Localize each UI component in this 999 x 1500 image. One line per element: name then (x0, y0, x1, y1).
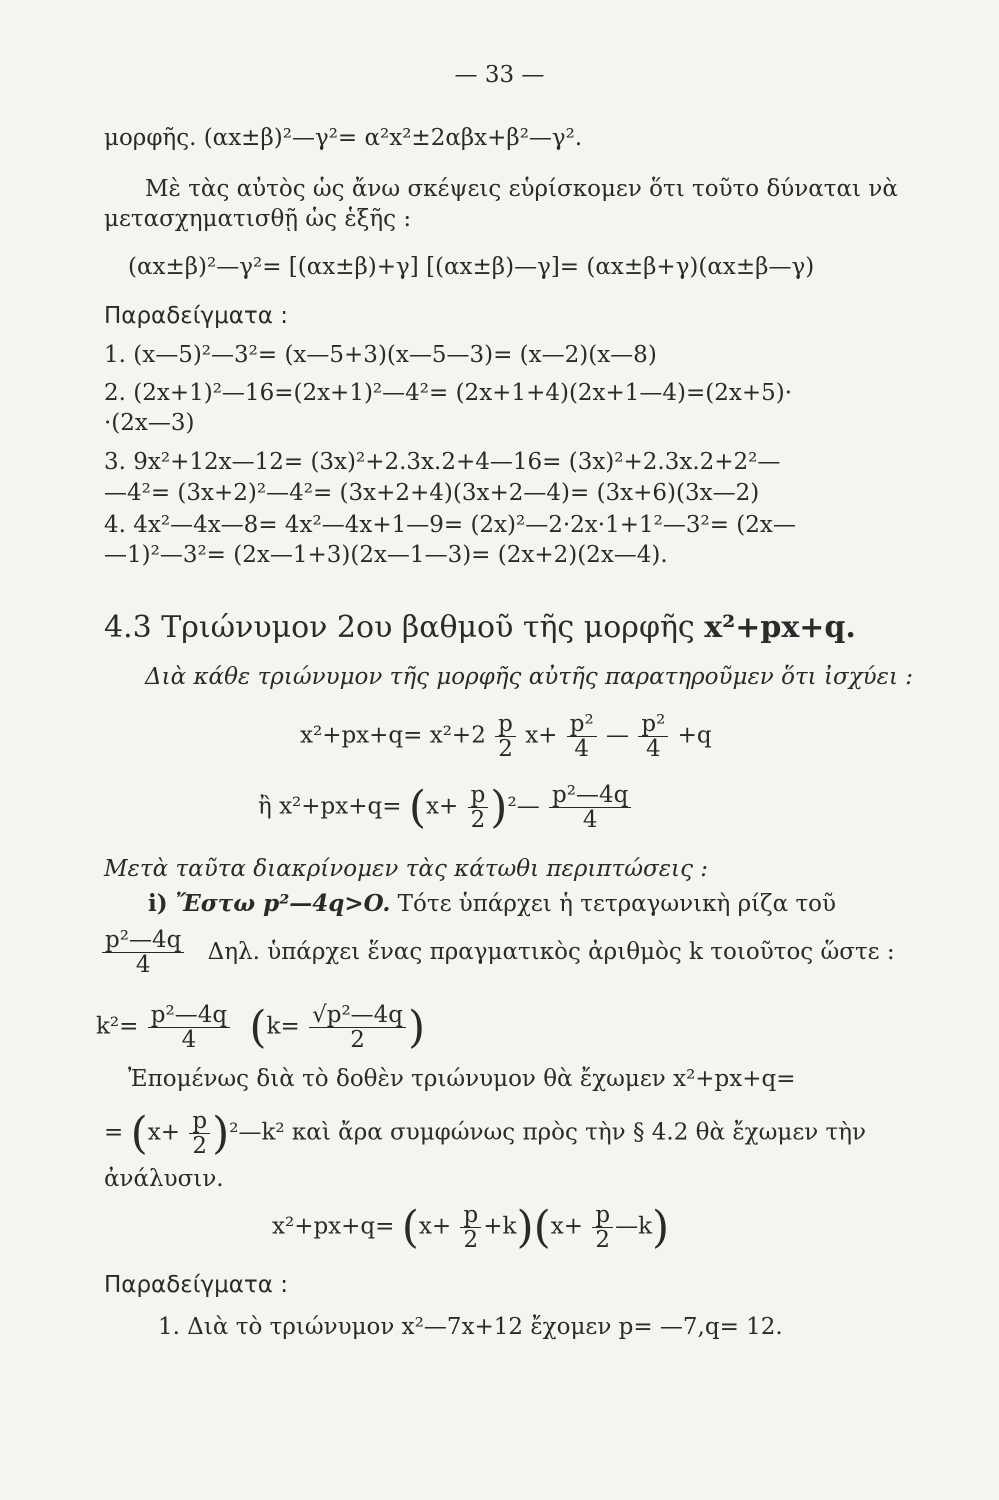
fraction: $\frac{p}{2}$ (592, 1203, 613, 1252)
example-line: 2. (2x+1)²—16=(2x+1)²—4²= (2x+1+4)(2x+1—4)=(2x+5)· (104, 380, 793, 406)
example-line: 4. 4x²—4x—8= 4x²—4x+1—9= (2x)²—2·2x·1+1²—3²= (2x— (104, 512, 796, 538)
fraction: $\frac{\text{p²}}{4}$ (638, 712, 668, 761)
formula-k: k²= $\frac{\text{p²—4q}}{4}$ (k= $\frac{\text{√p²—4q}}{2}$ ) (96, 1001, 426, 1053)
example-line: —4²= (3x+2)²—4²= (3x+2+4)(3x+2—4)= (3x+6)(3x—2) (104, 480, 760, 506)
section-heading: Παραδείγματα : (104, 1272, 288, 1298)
case-line: $\frac{\text{p²—4q}}{4}$ Δηλ. ὑπάρχει ἕνας πραγματικὸς ἀριθμὸς k τοιοῦτος ὥστε : (100, 928, 895, 977)
example-line: 1. Διὰ τὸ τριώνυμον x²—7x+12 ἔχομεν p= —7,q= 12. (158, 1314, 783, 1340)
example-line: 3. 9x²+12x—12= (3x)²+2.3x.2+4—16= (3x)²+2.3x.2+2²— (104, 449, 781, 475)
formula-1: x²+px+q= x²+2 $\frac{p}{2}$ x+ $\frac{\text{p²}}{4}$ — $\frac{\text{p²}}{4}$ +q (300, 711, 712, 763)
fraction: $\frac{p}{2}$ (460, 1203, 481, 1252)
section-title: 4.3 Τριώνυμον 2ου βαθμοῦ τῆς μορφῆς x²+px+q. (104, 610, 856, 645)
text-line: ἀνάλυσιν. (104, 1166, 224, 1192)
text-line: Μὲ τὰς αὐτὸς ὡς ἄνω σκέψεις εὑρίσκομεν ὅτι τοῦτο δύναται νὰ (145, 176, 898, 202)
formula-3: x²+px+q= (x+ $\frac{p}{2}$ +k)(x+ $\frac{p}{2}$ —k) (272, 1201, 670, 1253)
section-heading: Παραδείγματα : (104, 303, 288, 329)
fraction: $\frac{p}{2}$ (468, 783, 489, 832)
example-line: ·(2x—3) (104, 410, 195, 436)
fraction: $\frac{\text{p²—4q}}{4}$ (102, 928, 184, 977)
fraction: $\frac{\text{p²—4q}}{4}$ (549, 783, 631, 832)
text-line: μετασχηματισθῇ ὡς ἑξῆς : (104, 206, 412, 232)
fraction: $\frac{\text{√p²—4q}}{2}$ (309, 1003, 406, 1052)
text-line: Ἐπομένως διὰ τὸ δοθὲν τριώνυμον θὰ ἔχωμεν x²+px+q= (128, 1066, 796, 1092)
page-number: — 33 — (454, 62, 545, 88)
text-line: Μετὰ ταῦτα διακρίνομεν τὰς κάτωθι περιπτώσεις : (104, 856, 709, 882)
fraction: $\frac{\text{p²}}{4}$ (567, 712, 597, 761)
case-line: i) Ἔστω p²—4q>O. Τότε ὑπάρχει ἡ τετραγωνικὴ ρίζα τοῦ (148, 890, 837, 917)
formula-line: (αx±β)²—γ²= [(αx±β)+γ] [(αx±β)—γ]= (αx±β+γ)(αx±β—γ) (128, 254, 815, 280)
formula-line: = (x+ $\frac{p}{2}$ )²—k² καὶ ἄρα συμφώνως πρὸς τὴν § 4.2 θὰ ἔχωμεν τὴν (104, 1107, 867, 1159)
example-line: 1. (x—5)²—3²= (x—5+3)(x—5—3)= (x—2)(x—8) (104, 342, 657, 368)
text-line: μορφῆς. (αx±β)²—γ²= α²x²±2αβx+β²—γ². (104, 125, 583, 151)
fraction: $\frac{p}{2}$ (495, 712, 516, 761)
fraction: $\frac{\text{p²—4q}}{4}$ (148, 1003, 230, 1052)
example-line: —1)²—3²= (2x—1+3)(2x—1—3)= (2x+2)(2x—4). (104, 542, 668, 568)
text-line: Διὰ κάθε τριώνυμον τῆς μορφῆς αὐτῆς παρατηροῦμεν ὅτι ἰσχύει : (145, 664, 914, 690)
formula-2: ἢ x²+px+q= (x+ $\frac{p}{2}$ )²— $\frac{\text{p²—4q}}{4}$ (258, 782, 633, 833)
fraction: $\frac{p}{2}$ (189, 1109, 210, 1158)
